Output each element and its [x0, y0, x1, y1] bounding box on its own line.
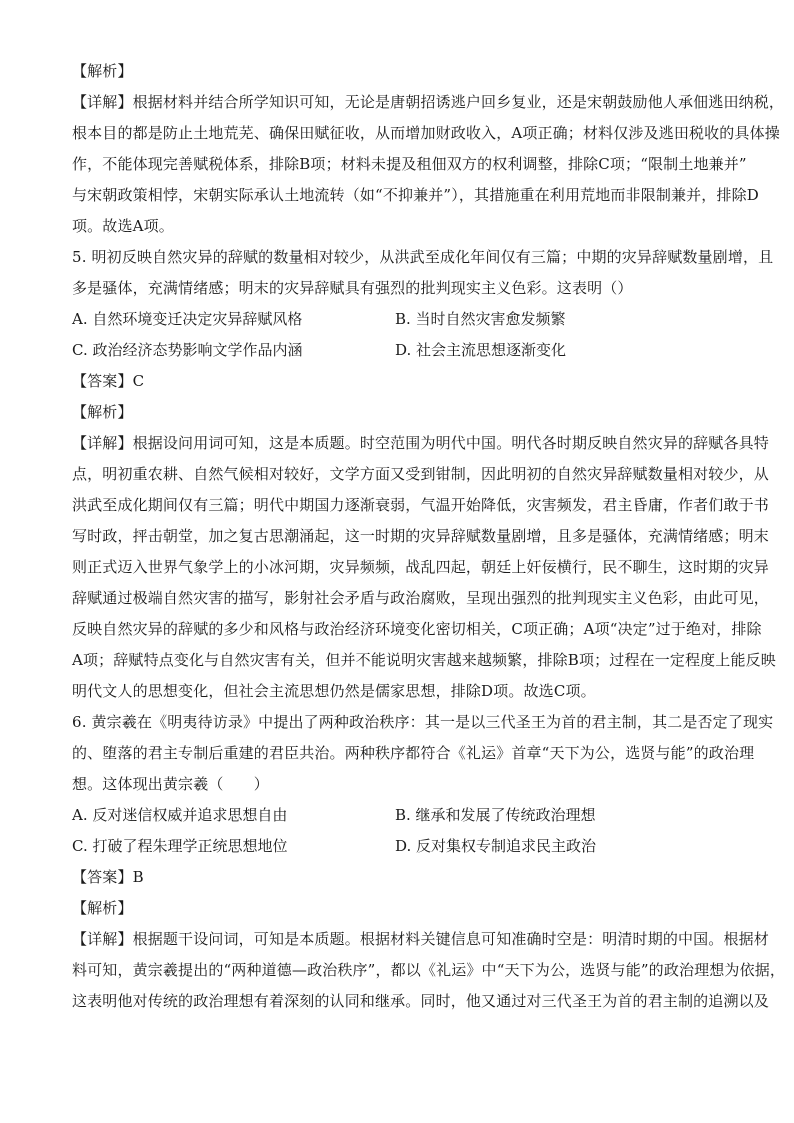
explanation-line: 与宋朝政策相悖，宋朝实际承认土地流转（如“不抑兼并”），其措施重在利用荒地而非限制兼并，排除D	[72, 186, 759, 204]
option-b: B. 继承和发展了传统政治理想	[395, 806, 596, 824]
explanation-line: 点，明初重农耕、自然气候相对较好，文学方面又受到钳制，因此明初的自然灾异辞赋数量相对较少，从	[72, 465, 769, 483]
question-6-options-row	[72, 800, 727, 831]
option-b: B. 当时自然灾害愈发频繁	[395, 310, 566, 328]
explanation-line: 辞赋通过极端自然灾害的描写，影射社会矛盾与政治腐败，呈现出强烈的批判现实主义色彩，由此可见，	[72, 589, 769, 607]
section-heading-analysis: 【解析】	[72, 899, 133, 917]
question-6-stem: 6. 黄宗羲在《明夷待访录》中提出了两种政治秩序：其一是以三代圣王为首的君主制，其二是否定了现实	[72, 713, 774, 731]
option-a: A. 自然环境变迁决定灾异辞赋风格	[72, 310, 303, 328]
question-5-options-row	[72, 335, 727, 366]
explanation-line: 写时政，抨击朝堂，加之复古思潮涌起，这一时期的灾异辞赋数量剧增，且多是骚体，充满情绪感；明末	[72, 527, 769, 545]
option-c: C. 打破了程朱理学正统思想地位	[72, 837, 288, 855]
explanation-line: 这表明他对传统的政治理想有着深刻的认同和继承。同时，他又通过对三代圣王为首的君主制的追溯以及	[72, 992, 769, 1010]
explanation-line: 则正式迈入世界气象学上的小冰河期，灾异频频，战乱四起，朝廷上奸佞横行，民不聊生，这时期的灾异	[72, 558, 769, 576]
answer-label: 【答案】C	[72, 372, 145, 390]
explanation-line: 根本目的都是防止土地荒芜、确保田赋征收，从而增加财政收入，A项正确；材料仅涉及逃田税收的具体操	[72, 124, 780, 142]
explanation-line: 项。故选A项。	[72, 217, 174, 235]
question-6-stem: 的、堕落的君主专制后重建的君臣共治。两种秩序都符合《礼运》首章“天下为公，选贤与能”的政治理	[72, 744, 755, 762]
question-5-stem: 5. 明初反映自然灾异的辞赋的数量相对较少，从洪武至成化年间仅有三篇；中期的灾异辞赋数量剧增，且	[72, 248, 774, 266]
explanation-line: 料可知，黄宗羲提出的“两种道德—政治秩序”，都以《礼运》中“天下为公，选贤与能”的政治理想为依据，	[72, 961, 786, 979]
explanation-line: 作，不能体现完善赋税体系，排除B项；材料未提及租佃双方的权利调整，排除C项；“限制土地兼并”	[72, 155, 747, 173]
section-heading-analysis: 【解析】	[72, 62, 133, 80]
question-5-stem: 多是骚体，充满情绪感；明末的灾异辞赋具有强烈的批判现实主义色彩。这表明（）	[72, 279, 633, 297]
question-5-options-row	[72, 304, 727, 335]
section-heading-analysis: 【解析】	[72, 403, 133, 421]
question-6-options-row	[72, 831, 727, 862]
option-a: A. 反对迷信权威并追求思想自由	[72, 806, 288, 824]
explanation-line: 【详解】根据题干设问词，可知是本质题。根据材料关键信息可知准确时空是：明清时期的中国。根据材	[72, 930, 769, 948]
explanation-line: A项；辞赋特点变化与自然灾害有关，但并不能说明灾害越来越频繁，排除B项；过程在一定程度上能反映	[72, 651, 776, 669]
explanation-line: 反映自然灾异的辞赋的多少和风格与政治经济环境变化密切相关，C项正确；A项“决定”过于绝对，排除	[72, 620, 762, 638]
document-page	[72, 56, 786, 1017]
explanation-line: 【详解】根据材料并结合所学知识可知，无论是唐朝招诱逃户回乡复业，还是宋朝鼓励他人承佃逃田纳税，	[72, 93, 785, 111]
option-d: D. 社会主流思想逐渐变化	[395, 341, 567, 359]
option-c: C. 政治经济态势影响文学作品内涵	[72, 341, 303, 359]
answer-label: 【答案】B	[72, 868, 144, 886]
explanation-line: 洪武至成化期间仅有三篇；明代中期国力逐渐衰弱，气温开始降低，灾害频发，君主昏庸，作者们敢于书	[72, 496, 769, 514]
question-6-stem: 想。这体现出黄宗羲（ ）	[72, 775, 269, 793]
explanation-line: 【详解】根据设问用词可知，这是本质题。时空范围为明代中国。明代各时期反映自然灾异的辞赋各具特	[72, 434, 769, 452]
explanation-line: 明代文人的思想变化，但社会主流思想仍然是儒家思想，排除D项。故选C项。	[72, 682, 596, 700]
option-d: D. 反对集权专制追求民主政治	[395, 837, 597, 855]
